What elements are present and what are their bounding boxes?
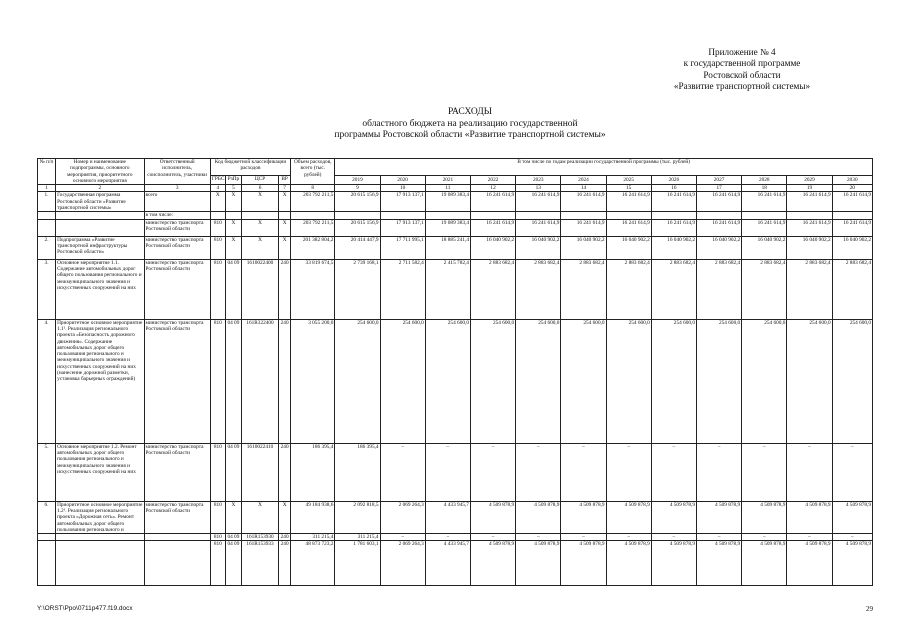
row-year-value: 254 600,0 bbox=[832, 319, 872, 443]
row-total: 203 792 211,5 bbox=[291, 192, 335, 212]
row-name bbox=[56, 534, 144, 541]
row-vr: X bbox=[279, 236, 291, 259]
header-year: 2026 bbox=[651, 176, 696, 185]
row-year-value: 254 600,0 bbox=[606, 319, 651, 443]
row-year-value: – bbox=[606, 534, 651, 541]
row-year-value: – bbox=[380, 443, 425, 501]
row-year-value bbox=[380, 212, 425, 219]
row-year-value: 4 509 878,9 bbox=[470, 541, 515, 586]
table-row bbox=[38, 259, 873, 319]
column-number: 3 bbox=[144, 185, 210, 192]
row-year-value: 16 241 614,9 bbox=[832, 219, 872, 236]
row-vr: X bbox=[279, 501, 291, 533]
row-year-value: 2 883 682,4 bbox=[606, 259, 651, 319]
row-executor: министерство транспорта Ростовской области bbox=[144, 219, 210, 236]
row-num: 5. bbox=[38, 443, 56, 501]
table-row bbox=[38, 443, 873, 501]
table-row bbox=[38, 219, 873, 236]
row-year-value: 16 241 614,9 bbox=[696, 219, 741, 236]
row-rzpr bbox=[225, 212, 241, 219]
row-year-value: 16 040 902,2 bbox=[516, 236, 561, 259]
row-year-value: – bbox=[380, 534, 425, 541]
row-year-value: 2 092 818,5 bbox=[335, 501, 380, 533]
header-year: 2020 bbox=[380, 176, 425, 185]
row-year-value: 16 241 614,9 bbox=[651, 192, 696, 212]
row-grbs: X bbox=[210, 192, 225, 212]
row-year-value: 20 615 156,9 bbox=[335, 192, 380, 212]
row-grbs: 810 bbox=[210, 236, 225, 259]
row-vr: 240 bbox=[279, 443, 291, 501]
row-year-value: 2 883 682,4 bbox=[470, 259, 515, 319]
row-year-value: 16 241 614,9 bbox=[606, 219, 651, 236]
table-row bbox=[38, 319, 873, 443]
row-name bbox=[56, 541, 144, 586]
column-number: 10 bbox=[380, 185, 425, 192]
row-year-value: 19 089 383,4 bbox=[425, 192, 470, 212]
row-year-value: 16 241 614,9 bbox=[787, 192, 832, 212]
row-executor: министерство транспорта Ростовской области bbox=[144, 501, 210, 533]
row-executor bbox=[144, 541, 210, 586]
row-year-value: 4 509 878,9 bbox=[516, 541, 561, 586]
row-year-value: 2 883 682,4 bbox=[516, 259, 561, 319]
row-year-value: 4 509 878,9 bbox=[651, 541, 696, 586]
row-csr bbox=[241, 212, 278, 219]
header-volume: Объем расходов, всего (тыс. рублей) bbox=[291, 159, 335, 185]
row-csr: 1610022410 bbox=[241, 443, 278, 501]
row-vr: 240 bbox=[279, 541, 291, 586]
row-total: 203 792 211,5 bbox=[291, 219, 335, 236]
row-num: 2. bbox=[38, 236, 56, 259]
row-year-value: 18 885 241,4 bbox=[425, 236, 470, 259]
row-grbs: 810 bbox=[210, 501, 225, 533]
row-total: 33 819 674,5 bbox=[291, 259, 335, 319]
row-year-value bbox=[425, 212, 470, 219]
column-number: 11 bbox=[425, 185, 470, 192]
row-year-value bbox=[335, 212, 380, 219]
row-year-value: 4 509 878,9 bbox=[470, 501, 515, 533]
row-grbs: 810 bbox=[210, 443, 225, 501]
row-year-value: 16 241 614,9 bbox=[787, 219, 832, 236]
row-year-value: 254 600,0 bbox=[516, 319, 561, 443]
row-year-value: 2 739 168,1 bbox=[335, 259, 380, 319]
column-number: 2 bbox=[56, 185, 144, 192]
row-year-value: 16 241 614,9 bbox=[561, 192, 606, 212]
column-number: 20 bbox=[832, 185, 872, 192]
row-year-value: 4 509 878,9 bbox=[696, 541, 741, 586]
row-vr: 240 bbox=[279, 534, 291, 541]
row-num bbox=[38, 219, 56, 236]
row-year-value: – bbox=[742, 534, 787, 541]
row-year-value bbox=[832, 212, 872, 219]
row-year-value bbox=[651, 212, 696, 219]
header-year: 2024 bbox=[561, 176, 606, 185]
title-line: областного бюджета на реализацию государственной bbox=[362, 118, 578, 129]
row-grbs: 810 bbox=[210, 219, 225, 236]
row-total: 311 215,4 bbox=[291, 534, 335, 541]
row-year-value: 16 040 902,2 bbox=[470, 236, 515, 259]
column-number: 18 bbox=[742, 185, 787, 192]
header-csr: ЦСР bbox=[241, 176, 278, 185]
row-year-value: 4 509 878,9 bbox=[832, 501, 872, 533]
header-code-group: Код бюджетной классификации расходов bbox=[210, 159, 290, 176]
row-year-value bbox=[606, 212, 651, 219]
row-year-value: 2 069 264,3 bbox=[380, 501, 425, 533]
row-executor: в том числе: bbox=[144, 212, 210, 219]
row-csr: X bbox=[241, 501, 278, 533]
column-number: 14 bbox=[561, 185, 606, 192]
column-number: 4 bbox=[210, 185, 225, 192]
row-grbs: 810 bbox=[210, 534, 225, 541]
row-year-value: – bbox=[470, 443, 515, 501]
row-executor: министерство транспорта Ростовской области bbox=[144, 443, 210, 501]
row-year-value: – bbox=[516, 443, 561, 501]
row-year-value: 4 509 878,9 bbox=[651, 501, 696, 533]
row-year-value: 254 600,0 bbox=[561, 319, 606, 443]
row-year-value bbox=[516, 212, 561, 219]
page-number: 29 bbox=[866, 605, 873, 613]
row-year-value: 17 711 995,1 bbox=[380, 236, 425, 259]
row-year-value: – bbox=[606, 443, 651, 501]
row-num bbox=[38, 212, 56, 219]
row-vr: 240 bbox=[279, 319, 291, 443]
appendix-line: Ростовской области bbox=[703, 69, 781, 80]
appendix-line: Приложение № 4 bbox=[708, 47, 776, 57]
row-year-value: 4 509 878,9 bbox=[606, 541, 651, 586]
header-year: 2023 bbox=[516, 176, 561, 185]
row-name bbox=[56, 212, 144, 219]
row-grbs: 810 bbox=[210, 541, 225, 586]
row-total: 48 873 723,2 bbox=[291, 541, 335, 586]
header-year: 2027 bbox=[696, 176, 741, 185]
row-year-value: 16 040 902,2 bbox=[606, 236, 651, 259]
header-rzpr: РзПр bbox=[225, 176, 241, 185]
row-year-value: 254 600,0 bbox=[470, 319, 515, 443]
row-year-value: 16 241 614,9 bbox=[516, 219, 561, 236]
row-year-value: 19 089 383,4 bbox=[425, 219, 470, 236]
column-number: 1 bbox=[38, 185, 56, 192]
row-csr: 161R322400 bbox=[241, 319, 278, 443]
row-year-value bbox=[696, 212, 741, 219]
table-row bbox=[38, 541, 873, 586]
row-vr: X bbox=[279, 192, 291, 212]
header-executor: Ответственный исполнитель, соисполнитель, участники bbox=[144, 159, 210, 185]
row-csr: X bbox=[241, 219, 278, 236]
row-year-value: 186 395,4 bbox=[335, 443, 380, 501]
row-year-value: 2 883 682,4 bbox=[561, 259, 606, 319]
row-year-value: 20 414 447,9 bbox=[335, 236, 380, 259]
row-rzpr: X bbox=[225, 236, 241, 259]
row-year-value: 4 509 878,9 bbox=[696, 501, 741, 533]
row-year-value: 16 241 614,9 bbox=[561, 219, 606, 236]
row-name: Основное мероприятие 1.1. Содержание автомобильных дорог общего пользования регионального и межмуниципального значения и искусственных сооружений на них bbox=[56, 259, 144, 319]
row-num bbox=[38, 534, 56, 541]
row-csr: 1610022400 bbox=[241, 259, 278, 319]
row-grbs: 810 bbox=[210, 319, 225, 443]
row-year-value: 254 600,0 bbox=[425, 319, 470, 443]
row-num: 1. bbox=[38, 192, 56, 212]
row-grbs: 810 bbox=[210, 259, 225, 319]
row-year-value: 16 040 902,2 bbox=[742, 236, 787, 259]
header-year: 2030 bbox=[832, 176, 872, 185]
row-year-value: – bbox=[742, 443, 787, 501]
row-year-value: 4 509 878,9 bbox=[561, 541, 606, 586]
row-year-value: 254 600,0 bbox=[651, 319, 696, 443]
column-number: 7 bbox=[279, 185, 291, 192]
row-rzpr: 04 09 bbox=[225, 443, 241, 501]
appendix-block bbox=[622, 47, 862, 93]
column-number: 13 bbox=[516, 185, 561, 192]
row-rzpr: X bbox=[225, 501, 241, 533]
row-year-value: 16 241 614,9 bbox=[606, 192, 651, 212]
row-name: Приоритетное основное мероприятие 1.2¹. Реализация регионального проекта «Дорожная сеть». Ремонт автомобильных дорог общего пользования регионального и bbox=[57, 501, 143, 533]
row-year-value: 4 509 878,9 bbox=[742, 541, 787, 586]
row-year-value: 254 600,0 bbox=[742, 319, 787, 443]
row-year-value: 4 509 878,9 bbox=[787, 541, 832, 586]
row-year-value: 2 711 582,4 bbox=[380, 259, 425, 319]
row-year-value: 2 883 682,4 bbox=[651, 259, 696, 319]
table-row bbox=[38, 192, 873, 212]
row-year-value: 16 040 902,2 bbox=[651, 236, 696, 259]
row-vr bbox=[279, 212, 291, 219]
row-year-value: 16 241 614,9 bbox=[742, 192, 787, 212]
row-year-value: – bbox=[651, 443, 696, 501]
column-number: 12 bbox=[470, 185, 515, 192]
row-year-value: – bbox=[832, 443, 872, 501]
row-num: 3. bbox=[38, 259, 56, 319]
row-name: Приоритетное основное мероприятие 1.1¹. Реализация регионального проекта «Безопасность дорожного движения». Содержание автомобильных дорог общего пользования регионального и межмуниципального значения и искусственных сооружений на них (нанесение дорожной разметки, установка барьерных ограждений) bbox=[56, 319, 144, 443]
row-year-value: 4 509 878,9 bbox=[787, 501, 832, 533]
row-year-value: 1 781 603,1 bbox=[335, 541, 380, 586]
row-year-value: 20 615 156,9 bbox=[335, 219, 380, 236]
document-title bbox=[220, 107, 720, 142]
row-total bbox=[291, 212, 335, 219]
column-number: 9 bbox=[335, 185, 380, 192]
row-executor: министерство транспорта Ростовской области bbox=[144, 236, 210, 259]
row-year-value: 16 241 614,9 bbox=[832, 192, 872, 212]
row-rzpr: X bbox=[225, 192, 241, 212]
header-year: 2019 bbox=[335, 176, 380, 185]
row-year-value: 4 509 878,9 bbox=[832, 541, 872, 586]
row-grbs bbox=[210, 212, 225, 219]
appendix-line: к государственной программе bbox=[683, 58, 801, 69]
column-number: 8 bbox=[291, 185, 335, 192]
row-rzpr: 04 09 bbox=[225, 319, 241, 443]
row-rzpr: 04 09 bbox=[225, 259, 241, 319]
row-year-value: 17 913 137,1 bbox=[380, 219, 425, 236]
row-total: 201 382 804,2 bbox=[291, 236, 335, 259]
row-total: 3 055 200,0 bbox=[291, 319, 335, 443]
row-year-value: 2 415 782,4 bbox=[425, 259, 470, 319]
row-year-value: 4 433 945,7 bbox=[425, 541, 470, 586]
table-row bbox=[38, 501, 873, 533]
expenses-table bbox=[37, 158, 873, 586]
row-year-value: – bbox=[561, 443, 606, 501]
row-executor bbox=[144, 534, 210, 541]
row-year-value: 2 883 682,4 bbox=[696, 259, 741, 319]
row-year-value: – bbox=[651, 534, 696, 541]
table-row bbox=[38, 212, 873, 219]
row-csr: X bbox=[241, 236, 278, 259]
row-year-value: 16 040 902,2 bbox=[832, 236, 872, 259]
header-year: 2029 bbox=[787, 176, 832, 185]
header-year: 2021 bbox=[425, 176, 470, 185]
row-name: Подпрограмма «Развитие транспортной инфраструктуры Ростовской области» bbox=[56, 236, 144, 259]
row-year-value: 16 040 902,2 bbox=[696, 236, 741, 259]
row-rzpr: 04 09 bbox=[225, 534, 241, 541]
row-csr: 161R153933 bbox=[241, 541, 278, 586]
table-row bbox=[38, 236, 873, 259]
column-number: 17 bbox=[696, 185, 741, 192]
column-number: 6 bbox=[241, 185, 278, 192]
row-rzpr: X bbox=[225, 219, 241, 236]
title-line: РАСХОДЫ bbox=[447, 107, 493, 117]
row-year-value: – bbox=[425, 534, 470, 541]
row-year-value: 16 040 902,2 bbox=[561, 236, 606, 259]
row-year-value bbox=[787, 212, 832, 219]
row-year-value: – bbox=[561, 534, 606, 541]
row-year-value: 4 509 878,9 bbox=[561, 501, 606, 533]
row-year-value: 16 241 614,9 bbox=[470, 219, 515, 236]
header-grbs: ГРБС bbox=[210, 176, 225, 185]
row-year-value: 16 241 614,9 bbox=[516, 192, 561, 212]
row-year-value: 254 600,0 bbox=[787, 319, 832, 443]
row-year-value: – bbox=[696, 443, 741, 501]
row-year-value bbox=[470, 212, 515, 219]
column-number: 5 bbox=[225, 185, 241, 192]
row-year-value bbox=[561, 212, 606, 219]
row-total: 49 184 938,6 bbox=[291, 501, 335, 533]
row-year-value: 311 215,4 bbox=[335, 534, 380, 541]
row-year-value: 16 241 614,9 bbox=[696, 192, 741, 212]
table-row bbox=[38, 534, 873, 541]
row-year-value: – bbox=[832, 534, 872, 541]
row-csr: 161R153930 bbox=[241, 534, 278, 541]
row-year-value: 4 509 878,9 bbox=[516, 501, 561, 533]
row-name bbox=[56, 219, 144, 236]
row-num bbox=[38, 541, 56, 586]
row-year-value: – bbox=[696, 534, 741, 541]
row-year-value: 2 883 682,4 bbox=[787, 259, 832, 319]
header-num: № п/п bbox=[38, 159, 56, 185]
column-number: 15 bbox=[606, 185, 651, 192]
header-vr: ВР bbox=[279, 176, 291, 185]
header-years-group: В том числе по годам реализации государственной программы (тыс. рублей) bbox=[335, 159, 873, 176]
column-number: 16 bbox=[651, 185, 696, 192]
row-year-value: 16 241 614,9 bbox=[651, 219, 696, 236]
row-num: 4. bbox=[38, 319, 56, 443]
row-year-value: 254 600,0 bbox=[380, 319, 425, 443]
row-year-value: – bbox=[425, 443, 470, 501]
row-year-value: – bbox=[516, 534, 561, 541]
row-vr: 240 bbox=[279, 259, 291, 319]
header-name: Номер и наименование подпрограммы, основного мероприятия, приоритетного основного мероприятия bbox=[56, 159, 144, 185]
row-total: 186 395,4 bbox=[291, 443, 335, 501]
row-name: Основное мероприятие 1.2. Ремонт автомобильных дорог общего пользования регионального и межмуниципального значения и искусственных сооружений на них bbox=[56, 443, 144, 501]
row-rzpr: 04 09 bbox=[225, 541, 241, 586]
row-year-value: 4 509 878,9 bbox=[606, 501, 651, 533]
row-csr: X bbox=[241, 192, 278, 212]
header-year: 2022 bbox=[470, 176, 515, 185]
row-num: 6. bbox=[38, 501, 56, 533]
row-year-value: 4 509 878,9 bbox=[742, 501, 787, 533]
row-year-value: 254 600,0 bbox=[335, 319, 380, 443]
appendix-line: «Развитие транспортной системы» bbox=[673, 81, 811, 92]
row-year-value: 16 241 614,9 bbox=[470, 192, 515, 212]
row-year-value: 2 883 682,4 bbox=[832, 259, 872, 319]
row-name: Государственная программа Ростовской области «Развитие транспортной системы» bbox=[56, 192, 144, 212]
row-year-value: 2 883 682,4 bbox=[742, 259, 787, 319]
row-year-value: 2 069 264,3 bbox=[380, 541, 425, 586]
header-year: 2025 bbox=[606, 176, 651, 185]
row-executor: министерство транспорта Ростовской области bbox=[144, 319, 210, 443]
row-year-value: 4 433 945,7 bbox=[425, 501, 470, 533]
row-vr: X bbox=[279, 219, 291, 236]
column-number: 19 bbox=[787, 185, 832, 192]
row-year-value: – bbox=[787, 443, 832, 501]
row-year-value: 254 600,0 bbox=[696, 319, 741, 443]
row-year-value: – bbox=[787, 534, 832, 541]
row-executor: министерство транспорта Ростовской области bbox=[144, 259, 210, 319]
title-line: программы Ростовской области «Развитие транспортной системы» bbox=[334, 130, 606, 141]
row-year-value bbox=[742, 212, 787, 219]
file-path: Y:\ORST\Ppo\0711p477.f19.docx bbox=[37, 605, 133, 612]
row-executor: всего bbox=[144, 192, 210, 212]
row-year-value: – bbox=[470, 534, 515, 541]
row-year-value: 17 913 137,1 bbox=[380, 192, 425, 212]
header-year: 2028 bbox=[742, 176, 787, 185]
row-year-value: 16 241 614,9 bbox=[742, 219, 787, 236]
row-year-value: 16 040 902,2 bbox=[787, 236, 832, 259]
column-number-row bbox=[38, 185, 873, 192]
